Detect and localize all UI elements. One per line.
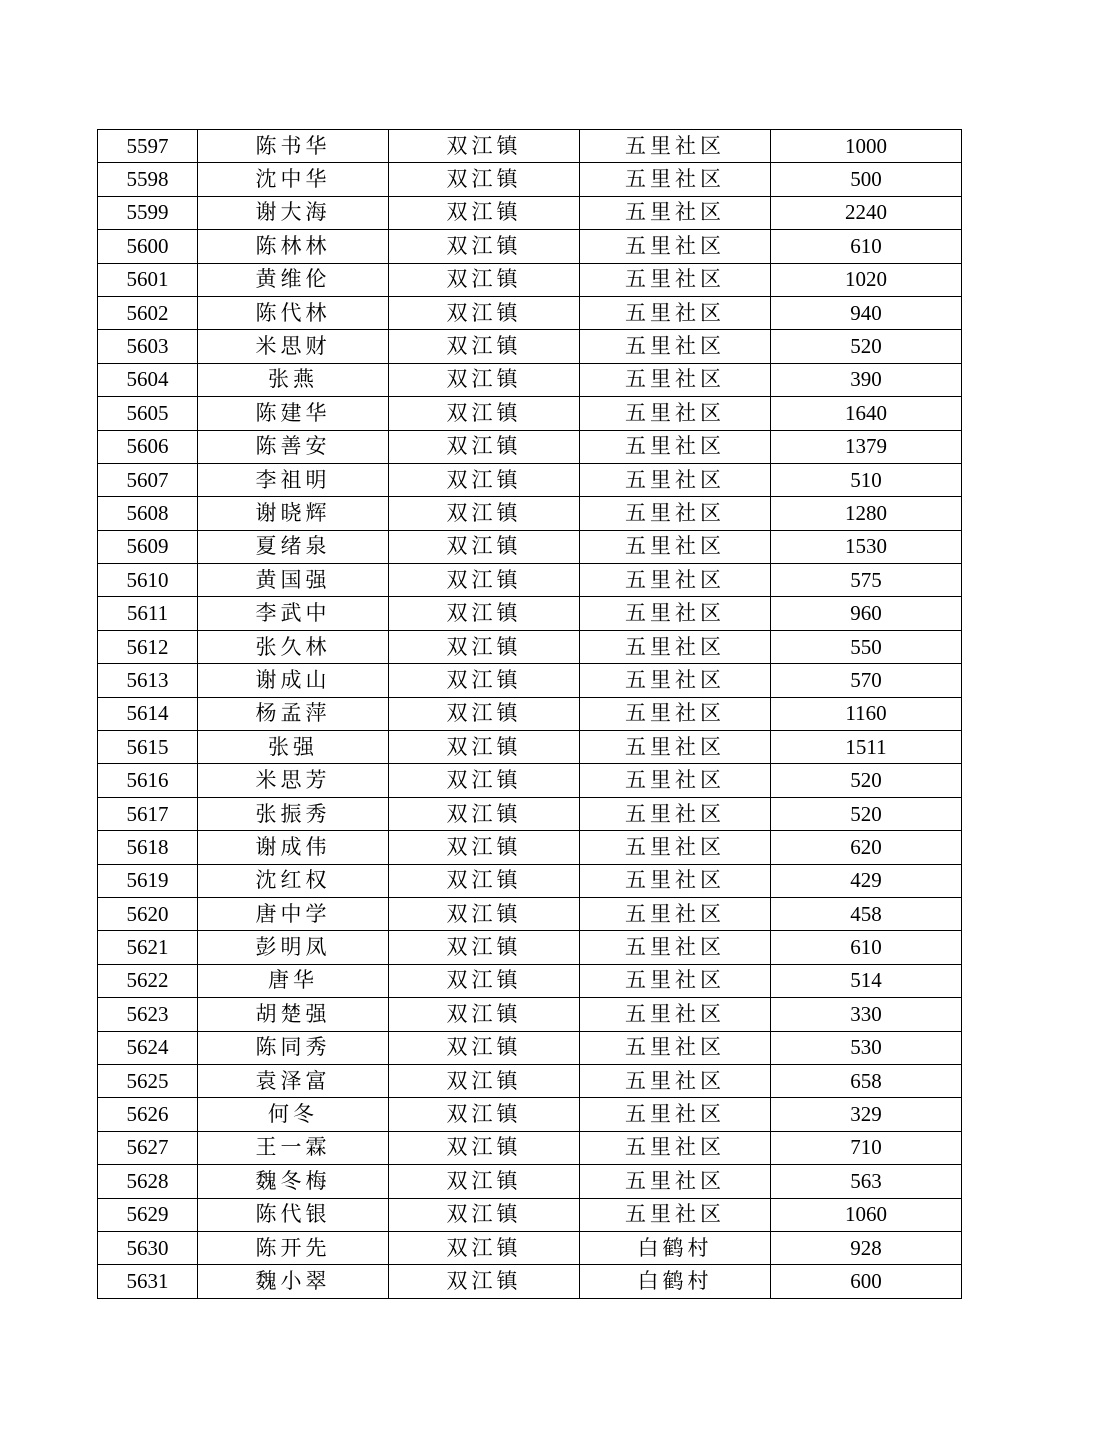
cell-name: 王一霖 (198, 1131, 389, 1164)
table-row (98, 530, 962, 563)
cell-village: 五里社区 (580, 130, 771, 163)
cell-id: 5608 (98, 497, 198, 530)
cell-name: 李祖明 (198, 463, 389, 496)
cell-town: 双江镇 (389, 1131, 580, 1164)
table-row (98, 831, 962, 864)
cell-town: 双江镇 (389, 630, 580, 663)
cell-amount: 575 (771, 564, 962, 597)
cell-id: 5599 (98, 196, 198, 229)
cell-village: 五里社区 (580, 731, 771, 764)
cell-town: 双江镇 (389, 1198, 580, 1231)
cell-village: 五里社区 (580, 931, 771, 964)
cell-village: 五里社区 (580, 897, 771, 930)
table-row (98, 330, 962, 363)
cell-village: 五里社区 (580, 230, 771, 263)
cell-id: 5602 (98, 296, 198, 329)
cell-village: 白鹤村 (580, 1265, 771, 1298)
cell-amount: 610 (771, 931, 962, 964)
cell-town: 双江镇 (389, 230, 580, 263)
cell-id: 5605 (98, 397, 198, 430)
cell-amount: 500 (771, 163, 962, 196)
cell-amount: 1000 (771, 130, 962, 163)
cell-amount: 570 (771, 664, 962, 697)
cell-village: 五里社区 (580, 864, 771, 897)
cell-amount: 1530 (771, 530, 962, 563)
cell-village: 五里社区 (580, 1098, 771, 1131)
cell-id: 5611 (98, 597, 198, 630)
cell-id: 5617 (98, 797, 198, 830)
cell-name: 谢大海 (198, 196, 389, 229)
cell-id: 5621 (98, 931, 198, 964)
cell-name: 黄维伦 (198, 263, 389, 296)
cell-id: 5612 (98, 630, 198, 663)
cell-town: 双江镇 (389, 764, 580, 797)
cell-amount: 390 (771, 363, 962, 396)
cell-amount: 1280 (771, 497, 962, 530)
cell-village: 五里社区 (580, 797, 771, 830)
table-row (98, 1098, 962, 1131)
cell-name: 陈善安 (198, 430, 389, 463)
cell-town: 双江镇 (389, 296, 580, 329)
table-row (98, 964, 962, 997)
table-row (98, 263, 962, 296)
cell-town: 双江镇 (389, 463, 580, 496)
cell-town: 双江镇 (389, 897, 580, 930)
cell-amount: 658 (771, 1064, 962, 1097)
cell-id: 5610 (98, 564, 198, 597)
cell-id: 5624 (98, 1031, 198, 1064)
cell-amount: 550 (771, 630, 962, 663)
cell-village: 五里社区 (580, 831, 771, 864)
cell-village: 五里社区 (580, 630, 771, 663)
cell-amount: 928 (771, 1231, 962, 1264)
cell-town: 双江镇 (389, 330, 580, 363)
cell-name: 胡楚强 (198, 998, 389, 1031)
cell-amount: 1060 (771, 1198, 962, 1231)
cell-amount: 1379 (771, 430, 962, 463)
cell-amount: 1020 (771, 263, 962, 296)
cell-village: 五里社区 (580, 597, 771, 630)
table-row (98, 564, 962, 597)
table-row (98, 630, 962, 663)
cell-town: 双江镇 (389, 964, 580, 997)
cell-name: 彭明凤 (198, 931, 389, 964)
cell-name: 谢成山 (198, 664, 389, 697)
cell-amount: 520 (771, 797, 962, 830)
cell-name: 魏冬梅 (198, 1165, 389, 1198)
cell-id: 5609 (98, 530, 198, 563)
cell-village: 五里社区 (580, 564, 771, 597)
cell-amount: 514 (771, 964, 962, 997)
cell-village: 五里社区 (580, 497, 771, 530)
cell-village: 五里社区 (580, 1064, 771, 1097)
cell-name: 唐华 (198, 964, 389, 997)
cell-village: 五里社区 (580, 430, 771, 463)
cell-name: 沈中华 (198, 163, 389, 196)
cell-village: 五里社区 (580, 196, 771, 229)
cell-id: 5618 (98, 831, 198, 864)
cell-id: 5626 (98, 1098, 198, 1131)
cell-amount: 940 (771, 296, 962, 329)
cell-name: 魏小翠 (198, 1265, 389, 1298)
cell-village: 五里社区 (580, 397, 771, 430)
cell-amount: 329 (771, 1098, 962, 1131)
cell-id: 5614 (98, 697, 198, 730)
cell-name: 张燕 (198, 363, 389, 396)
cell-town: 双江镇 (389, 1231, 580, 1264)
cell-village: 五里社区 (580, 664, 771, 697)
cell-town: 双江镇 (389, 664, 580, 697)
cell-id: 5600 (98, 230, 198, 263)
cell-name: 夏绪泉 (198, 530, 389, 563)
cell-id: 5598 (98, 163, 198, 196)
table-row (98, 1198, 962, 1231)
table-row (98, 664, 962, 697)
cell-village: 五里社区 (580, 330, 771, 363)
cell-town: 双江镇 (389, 697, 580, 730)
table-row (98, 363, 962, 396)
table-row (98, 230, 962, 263)
table-row (98, 764, 962, 797)
cell-amount: 600 (771, 1265, 962, 1298)
table-row (98, 1064, 962, 1097)
table-row (98, 864, 962, 897)
table-row (98, 1165, 962, 1198)
cell-amount: 520 (771, 330, 962, 363)
cell-village: 五里社区 (580, 530, 771, 563)
cell-amount: 563 (771, 1165, 962, 1198)
table-row (98, 897, 962, 930)
cell-amount: 510 (771, 463, 962, 496)
table-row (98, 1265, 962, 1298)
cell-name: 黄国强 (198, 564, 389, 597)
cell-village: 五里社区 (580, 363, 771, 396)
cell-town: 双江镇 (389, 163, 580, 196)
cell-amount: 2240 (771, 196, 962, 229)
cell-id: 5616 (98, 764, 198, 797)
cell-id: 5631 (98, 1265, 198, 1298)
cell-town: 双江镇 (389, 597, 580, 630)
cell-town: 双江镇 (389, 1165, 580, 1198)
cell-town: 双江镇 (389, 564, 580, 597)
cell-name: 唐中学 (198, 897, 389, 930)
cell-id: 5601 (98, 263, 198, 296)
cell-town: 双江镇 (389, 864, 580, 897)
cell-town: 双江镇 (389, 1098, 580, 1131)
cell-name: 米思财 (198, 330, 389, 363)
cell-village: 五里社区 (580, 296, 771, 329)
cell-amount: 960 (771, 597, 962, 630)
cell-village: 五里社区 (580, 764, 771, 797)
cell-name: 何冬 (198, 1098, 389, 1131)
table-row (98, 731, 962, 764)
cell-town: 双江镇 (389, 1031, 580, 1064)
table-row (98, 397, 962, 430)
table-row (98, 497, 962, 530)
cell-town: 双江镇 (389, 1064, 580, 1097)
cell-id: 5630 (98, 1231, 198, 1264)
cell-id: 5623 (98, 998, 198, 1031)
cell-id: 5628 (98, 1165, 198, 1198)
table-row (98, 1131, 962, 1164)
cell-name: 陈林林 (198, 230, 389, 263)
cell-village: 五里社区 (580, 964, 771, 997)
cell-town: 双江镇 (389, 130, 580, 163)
cell-id: 5607 (98, 463, 198, 496)
cell-town: 双江镇 (389, 363, 580, 396)
cell-village: 白鹤村 (580, 1231, 771, 1264)
cell-amount: 429 (771, 864, 962, 897)
cell-village: 五里社区 (580, 1031, 771, 1064)
cell-name: 陈书华 (198, 130, 389, 163)
cell-town: 双江镇 (389, 263, 580, 296)
cell-town: 双江镇 (389, 397, 580, 430)
cell-id: 5613 (98, 664, 198, 697)
table-row (98, 998, 962, 1031)
cell-id: 5625 (98, 1064, 198, 1097)
cell-name: 杨孟萍 (198, 697, 389, 730)
cell-village: 五里社区 (580, 1131, 771, 1164)
table-row (98, 1031, 962, 1064)
cell-name: 米思芳 (198, 764, 389, 797)
cell-town: 双江镇 (389, 430, 580, 463)
subsidy-table (97, 129, 962, 1299)
table-row (98, 797, 962, 830)
cell-name: 张久林 (198, 630, 389, 663)
cell-amount: 710 (771, 1131, 962, 1164)
cell-name: 谢成伟 (198, 831, 389, 864)
cell-amount: 458 (771, 897, 962, 930)
cell-amount: 530 (771, 1031, 962, 1064)
table-body (98, 130, 962, 1299)
table-row (98, 163, 962, 196)
cell-amount: 1511 (771, 731, 962, 764)
cell-amount: 1160 (771, 697, 962, 730)
cell-amount: 520 (771, 764, 962, 797)
cell-town: 双江镇 (389, 1265, 580, 1298)
cell-town: 双江镇 (389, 931, 580, 964)
cell-name: 沈红权 (198, 864, 389, 897)
cell-id: 5603 (98, 330, 198, 363)
cell-name: 陈代林 (198, 296, 389, 329)
cell-id: 5620 (98, 897, 198, 930)
cell-name: 陈代银 (198, 1198, 389, 1231)
cell-town: 双江镇 (389, 831, 580, 864)
cell-name: 张强 (198, 731, 389, 764)
cell-town: 双江镇 (389, 998, 580, 1031)
cell-village: 五里社区 (580, 463, 771, 496)
cell-town: 双江镇 (389, 797, 580, 830)
table-row (98, 430, 962, 463)
cell-village: 五里社区 (580, 263, 771, 296)
table-row (98, 196, 962, 229)
cell-amount: 610 (771, 230, 962, 263)
table-row (98, 597, 962, 630)
cell-village: 五里社区 (580, 998, 771, 1031)
cell-id: 5606 (98, 430, 198, 463)
cell-id: 5597 (98, 130, 198, 163)
cell-village: 五里社区 (580, 1198, 771, 1231)
cell-village: 五里社区 (580, 1165, 771, 1198)
cell-village: 五里社区 (580, 697, 771, 730)
table-row (98, 296, 962, 329)
cell-id: 5615 (98, 731, 198, 764)
table-row (98, 1231, 962, 1264)
cell-town: 双江镇 (389, 530, 580, 563)
cell-amount: 1640 (771, 397, 962, 430)
table-row (98, 931, 962, 964)
cell-town: 双江镇 (389, 497, 580, 530)
table-row (98, 463, 962, 496)
cell-name: 陈开先 (198, 1231, 389, 1264)
cell-id: 5604 (98, 363, 198, 396)
cell-amount: 330 (771, 998, 962, 1031)
cell-id: 5622 (98, 964, 198, 997)
cell-id: 5619 (98, 864, 198, 897)
cell-name: 张振秀 (198, 797, 389, 830)
cell-town: 双江镇 (389, 731, 580, 764)
cell-id: 5627 (98, 1131, 198, 1164)
cell-name: 袁泽富 (198, 1064, 389, 1097)
table-row (98, 697, 962, 730)
cell-name: 陈建华 (198, 397, 389, 430)
cell-village: 五里社区 (580, 163, 771, 196)
table-row (98, 130, 962, 163)
cell-name: 陈同秀 (198, 1031, 389, 1064)
cell-name: 谢晓辉 (198, 497, 389, 530)
cell-town: 双江镇 (389, 196, 580, 229)
cell-amount: 620 (771, 831, 962, 864)
cell-name: 李武中 (198, 597, 389, 630)
cell-id: 5629 (98, 1198, 198, 1231)
